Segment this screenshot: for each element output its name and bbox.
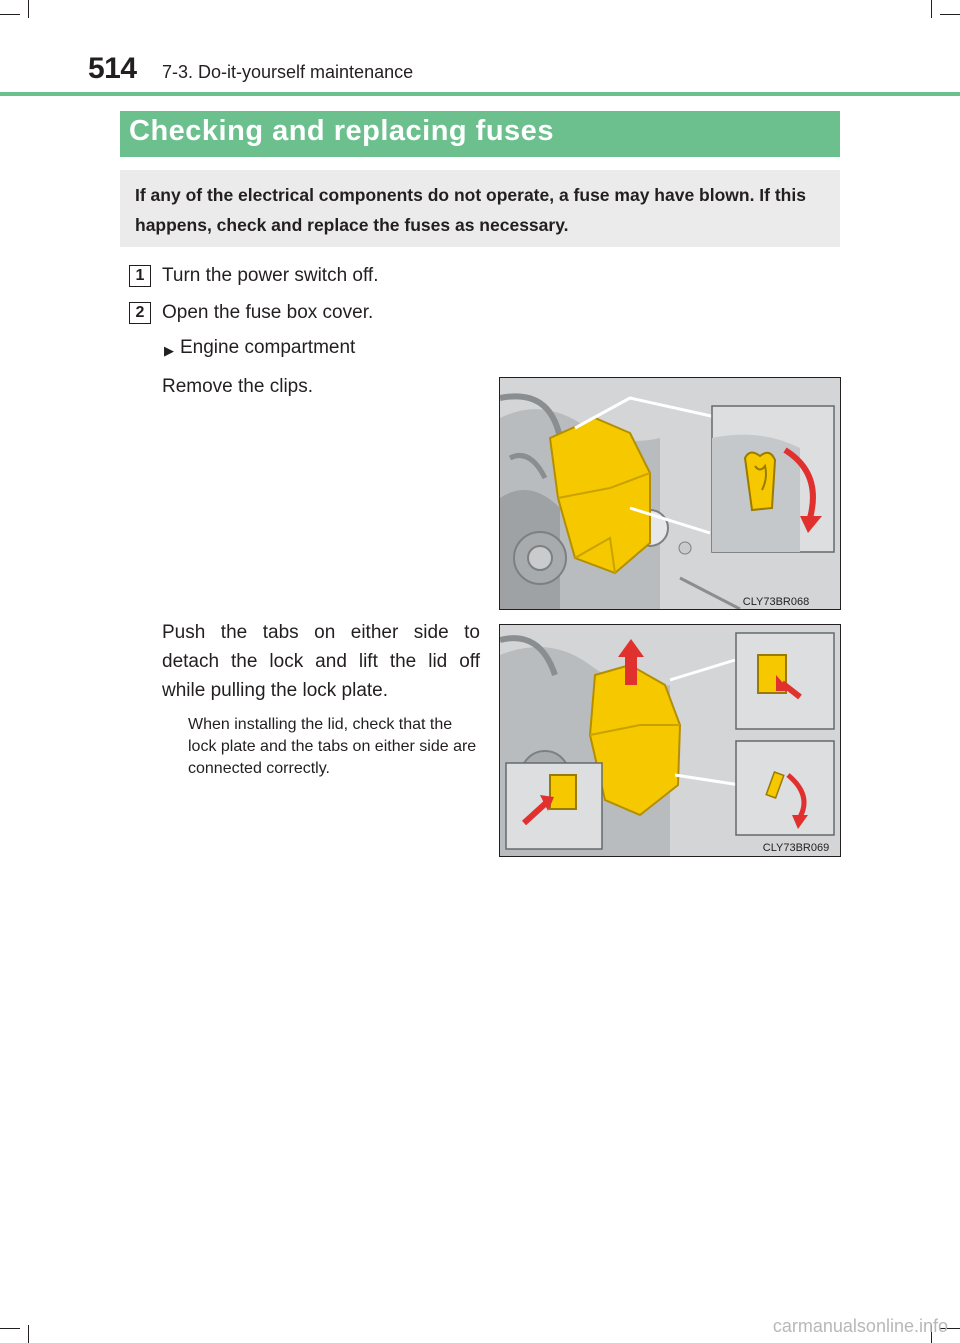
step-text: Open the fuse box cover. [162, 302, 374, 323]
title-band [120, 111, 840, 157]
page-number: 514 [88, 52, 137, 85]
engine-illustration [500, 625, 840, 856]
watermark: carmanualsonline.info [772, 1316, 948, 1336]
step-text: Turn the power switch off. [162, 265, 379, 286]
figure-code: CLY73BR068 [742, 596, 810, 608]
intro-box [120, 170, 840, 247]
section-heading: 7-3. Do-it-yourself maintenance [162, 62, 414, 82]
crop-mark [28, 1325, 29, 1343]
instruction-push-tabs: Push the tabs on either side to detach the lock and lift the lid off while pulling the lock plate. [162, 622, 480, 701]
subsection-label: Engine compartment [180, 337, 356, 358]
step-number-badge: 1 [129, 265, 151, 287]
crop-mark [940, 14, 960, 15]
intro-text: If any of the electrical components do not operate, a fuse may have blown. If this happens, check and replace the fuses as necessary. [135, 185, 806, 235]
crop-mark [0, 14, 20, 15]
crop-mark [0, 1328, 20, 1329]
instruction-remove-clips: Remove the clips. [162, 376, 314, 397]
page-title: Checking and replacing fuses [129, 115, 554, 147]
header-rule [0, 92, 960, 96]
installation-note: When installing the lid, check that the lock plate and the tabs on either side are connected correctly. [188, 716, 477, 777]
figure-code: CLY73BR069 [762, 842, 830, 854]
step-number-badge: 2 [129, 302, 151, 324]
crop-mark [28, 0, 29, 18]
engine-illustration [500, 378, 840, 609]
engine-compartment-figure-lid [499, 624, 841, 857]
triangle-right-icon: ▶ [164, 343, 174, 358]
crop-mark [931, 0, 932, 18]
engine-compartment-figure-clips [499, 377, 841, 610]
